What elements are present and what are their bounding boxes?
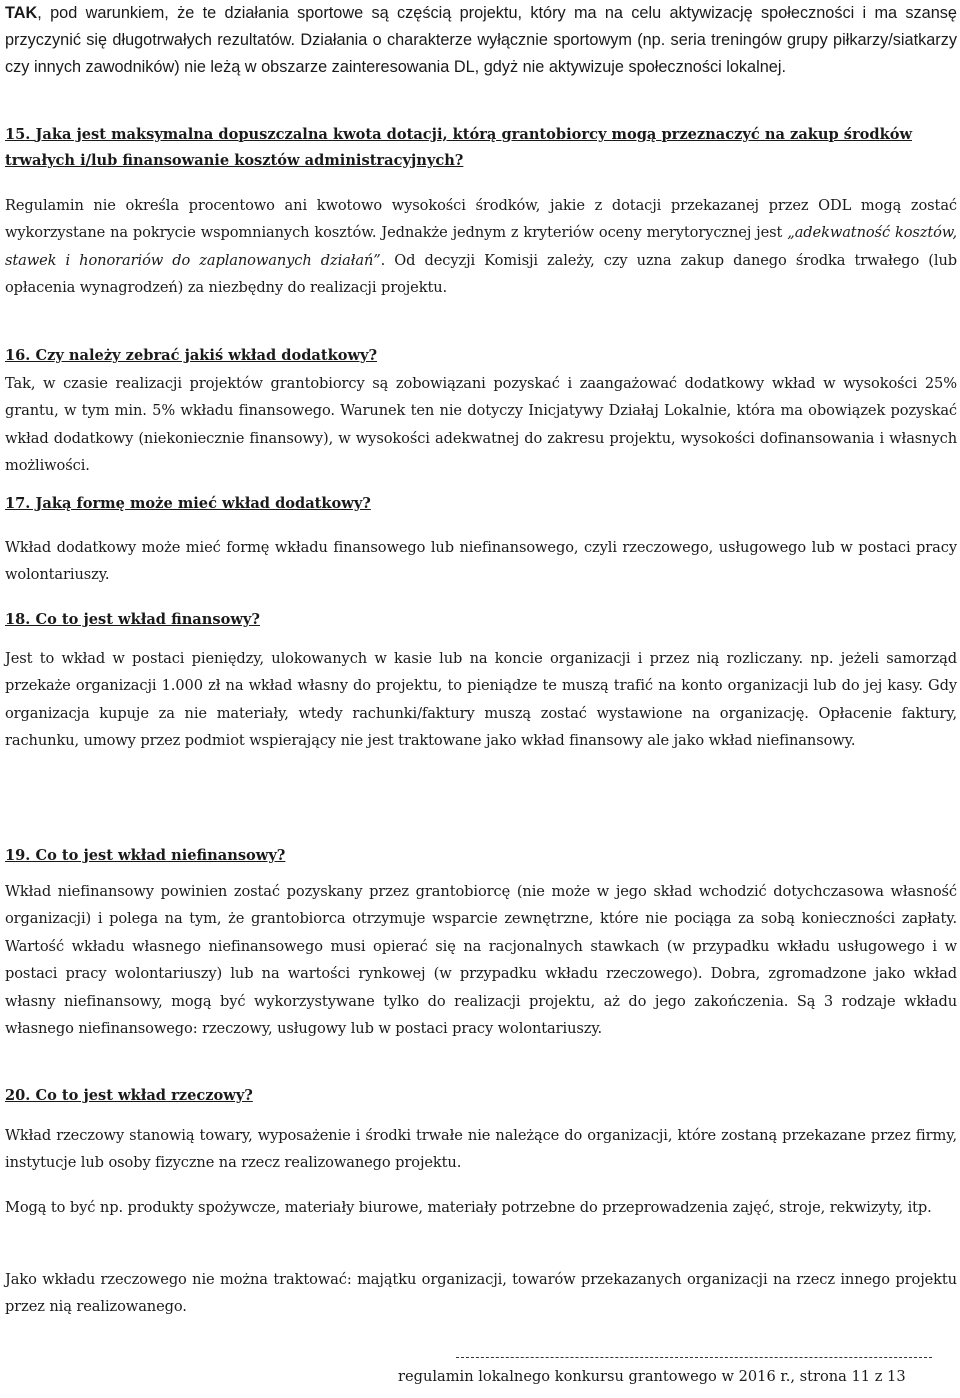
question-16-heading: 16. Czy należy zebrać jakiś wkład dodatkowy? — [5, 347, 378, 364]
question-18-heading: 18. Co to jest wkład finansowy? — [5, 611, 260, 628]
question-15-text: Jaka jest maksymalna dopuszczalna kwota dotacji, którą grantobiorcy mogą przeznaczyć na zakup środków trwałych i/lub finansowanie kosztów administracyjnych? — [5, 126, 913, 169]
intro-text: , pod warunkiem, że te działania sportowe są częścią projektu, który ma na celu aktywizację społeczności i ma szansę przyczynić się długotrwałych rezultatów. Działania o charakterze wyłącznie sportowym (np. seria treningów grupy piłkarzy/siatkarzy czy innych zawodników) nie leżą w obszarze zainteresowania DL, gdyż nie aktywizuje społeczności lokalnej. — [5, 4, 957, 76]
question-15-number: 15. — [5, 126, 36, 143]
footer-divider — [456, 1357, 932, 1358]
intro-lead: TAK — [5, 4, 38, 22]
answer-19: Wkład niefinansowy powinien zostać pozyskany przez grantobiorcę (nie może w jego skład wchodzić dotychczasowa własność organizacji) i polega na tym, że grantobiorca otrzymuje wsparcie zewnętrzne, które nie pociąga za sobą konieczności zapłaty. Wartość wkładu własnego niefinansowego musi opierać się na racjonalnych stawkach (w przypadku wkładu usługowego i w postaci pracy wolontariuszy) lub na wartości rynkowej (w przypadku wkładu rzeczowego). Dobra, zgromadzone jako wkład własny niefinansowy, mogą być wykorzystywane tylko do realizacji projektu, aż do jego zakończenia. Są 3 rodzaje wkładu własnego niefinansowego: rzeczowy, usługowy lub w postaci pracy wolontariuszy. — [5, 883, 957, 1038]
answer-18: Jest to wkład w postaci pieniędzy, ulokowanych w kasie lub na koncie organizacji i przez nią rozliczany. np. jeżeli samorząd przekaże organizacji 1.000 zł na wkład własny do projektu, to pieniądze te muszą trafić na konto organizacji lub do jej kasy. Gdy organizacja kupuje za nie materiały, wtedy rachunki/faktury muszą zostać wystawione na organizację. Opłacenie faktury, rachunku, umowy przez podmiot wspierający nie jest traktowane jako wkład finansowy ale jako wkład niefinansowy. — [5, 650, 957, 750]
answer-15 — [5, 192, 957, 302]
answer-15-part-b: . Od decyzji Komisji zależy, czy uzna zakup danego środka trwałego (lub opłacenia wynagrodzeń) za niezbędny do realizacji projektu. — [5, 251, 957, 297]
answer-17: Wkład dodatkowy może mieć formę wkładu finansowego lub niefinansowego, czyli rzeczowego, usługowego lub w postaci pracy wolontariuszy. — [5, 539, 957, 584]
question-19-heading: 19. Co to jest wkład niefinansowy? — [5, 847, 286, 864]
answer-15-criterion: „adekwatność kosztów, stawek i honorariów do zaplanowanych działań” — [5, 224, 958, 269]
question-20-heading: 20. Co to jest wkład rzeczowy? — [5, 1087, 253, 1104]
answer-15-part-a: Regulamin nie określa procentowo ani kwotowo wysokości środków, jakie z dotacji przekazanej przez ODL mogą zostać wykorzystane na pokrycie wspomnianych kosztów. Jednakże jednym z kryteriów oceny merytorycznej jest — [5, 197, 957, 242]
answer-20-paragraph-1: Wkład rzeczowy stanowią towary, wyposażenie i środki trwałe nie należące do organizacji, które zostaną przekazane przez firmy, instytucje lub osoby fizyczne na rzecz realizowanego projektu. — [5, 1127, 957, 1172]
answer-20-paragraph-2: Mogą to być np. produkty spożywcze, materiały biurowe, materiały potrzebne do przeprowadzenia zajęć, stroje, rekwizyty, itp. — [5, 1199, 932, 1216]
intro-paragraph — [5, 0, 957, 81]
question-17-heading: 17. Jaką formę może mieć wkład dodatkowy? — [5, 495, 371, 512]
page-footer: regulamin lokalnego konkursu grantowego w 2016 r., strona 11 z 13 — [398, 1368, 906, 1385]
answer-20-paragraph-3: Jako wkładu rzeczowego nie można traktować: majątku organizacji, towarów przekazanych organizacji na rzecz innego projektu przez nią realizowanego. — [5, 1271, 957, 1316]
question-15-heading — [5, 122, 957, 174]
answer-16: Tak, w czasie realizacji projektów grantobiorcy są zobowiązani pozyskać i zaangażować dodatkowy wkład w wysokości 25% grantu, w tym min. 5% wkładu finansowego. Warunek ten nie dotyczy Inicjatywy Działaj Lokalnie, która ma obowiązek pozyskać wkład dodatkowy (niekoniecznie finansowy), w wysokości adekwatnej do zakresu projektu, wysokości dofinansowania i własnych możliwości. — [5, 375, 957, 475]
